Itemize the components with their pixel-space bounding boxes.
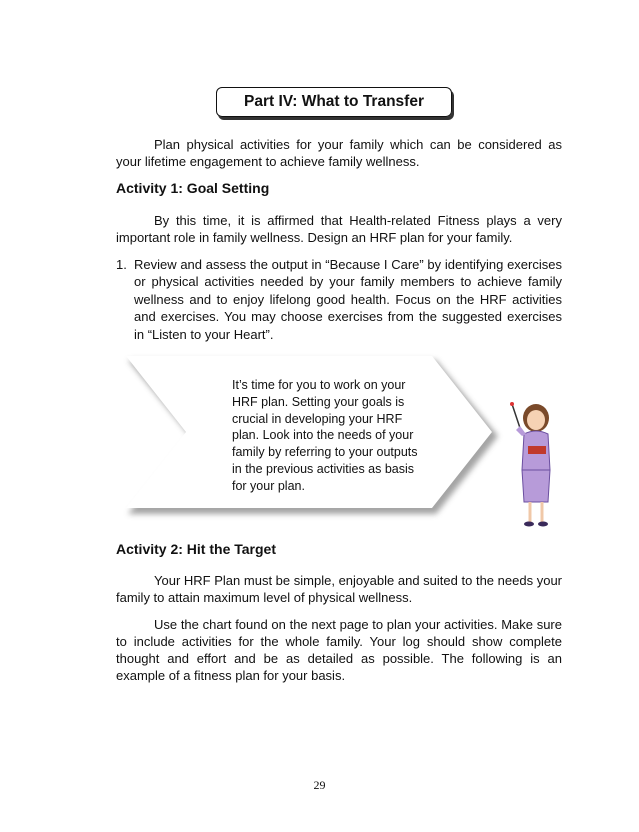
- activity2-paragraph-2: Use the chart found on the next page to plan your activities. Make sure to include activities for the whole family. Your log should show complete thought and effort and be as detailed as possible. The following is an example of a fitness plan for your basis.: [116, 617, 562, 683]
- section-title: Part IV: What to Transfer: [216, 87, 452, 117]
- numbered-list-item: [116, 256, 562, 343]
- list-number: 1.: [116, 257, 127, 272]
- teacher-illustration: [500, 390, 560, 530]
- activity1-heading: Activity 1: Goal Setting: [116, 180, 270, 196]
- list-item-text: Review and assess the output in “Because I Care” by identifying exercises or physical activities needed by your family members to achieve family wellness and to enjoy lifelong good health. Focus on the HRF activities and exercises. You may choose exercises from the suggested exercises in “Listen to your Heart”.: [134, 257, 562, 342]
- activity1-paragraph: By this time, it is affirmed that Health-related Fitness plays a very important role in family wellness. Design an HRF plan for your family.: [116, 213, 562, 245]
- page-number: 29: [313, 778, 326, 792]
- activity2-paragraph-1: Your HRF Plan must be simple, enjoyable and suited to the needs your family to attain maximum level of physical wellness.: [116, 573, 562, 605]
- intro-paragraph: Plan physical activities for your family which can be considered as your lifetime engagement to achieve family wellness.: [116, 137, 562, 169]
- activity2-heading: Activity 2: Hit the Target: [116, 541, 276, 557]
- callout-text: It’s time for you to work on your HRF plan. Setting your goals is crucial in developing your HRF plan. Look into the needs of your family by referring to your outputs in the previous activities as basis for your plan.: [232, 378, 418, 493]
